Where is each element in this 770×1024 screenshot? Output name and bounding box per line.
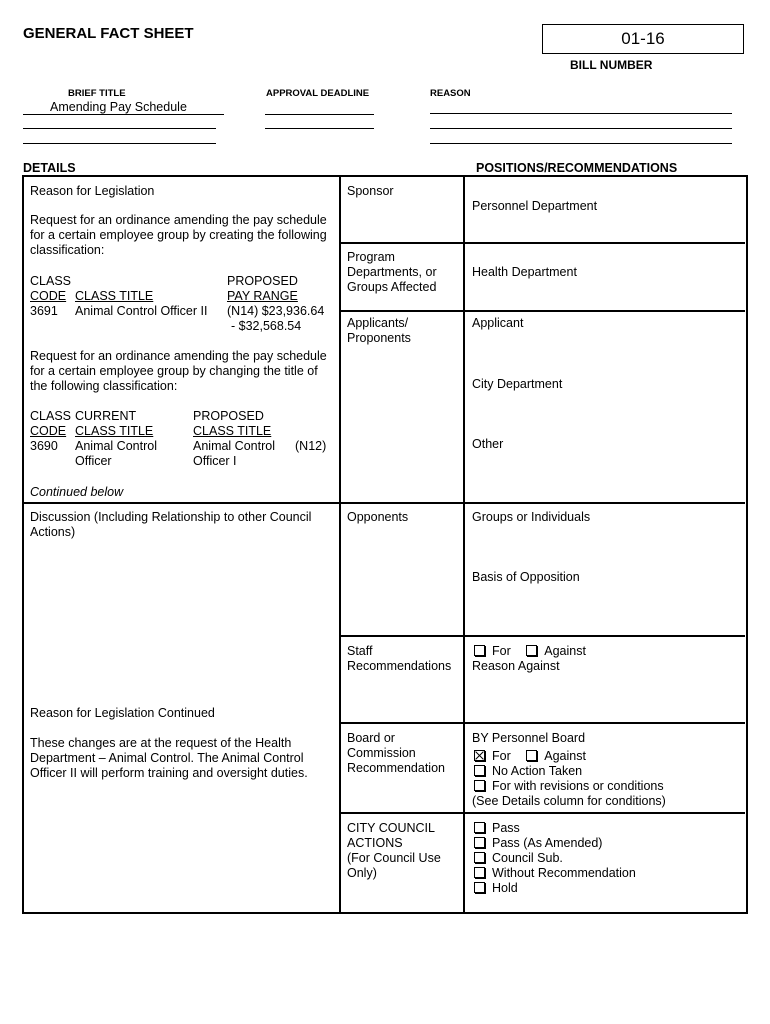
- basis-of-opposition-label: Basis of Opposition: [472, 570, 580, 584]
- reason-label: REASON: [430, 88, 471, 99]
- grade: (N12): [295, 439, 327, 453]
- board-no-action-label: No Action Taken: [492, 764, 583, 778]
- text-line: Proponents: [347, 331, 411, 345]
- council-options: [474, 821, 636, 896]
- text-line: Discussion (Including Relationship to other Council: [30, 510, 312, 524]
- board-by: BY Personnel Board: [472, 731, 586, 745]
- pay-range: (N14) $23,936.64: [227, 304, 325, 318]
- text-line: Officer II will perform training and oversight duties.: [30, 766, 308, 780]
- council-option-label: Hold: [492, 881, 518, 895]
- text-line: PAY RANGE: [227, 289, 298, 303]
- text-line: CLASS TITLE: [75, 424, 154, 438]
- brief-title-value[interactable]: Amending Pay Schedule: [50, 100, 187, 114]
- row-divider: [340, 722, 745, 724]
- proposed-title: Animal Control: [193, 439, 275, 453]
- brief-title-line: [23, 143, 216, 144]
- pay-range: - $32,568.54: [231, 319, 302, 333]
- board-revisions: [474, 779, 664, 794]
- current-title: Officer: [75, 454, 112, 468]
- request-paragraph-2: [30, 349, 327, 394]
- text-line: Groups Affected: [347, 280, 437, 294]
- board-see-details: (See Details column for conditions): [472, 794, 666, 808]
- text-line: CLASS: [30, 274, 71, 288]
- council-option-label: Council Sub.: [492, 851, 563, 865]
- groups-individuals-label: Groups or Individuals: [472, 510, 591, 524]
- bill-number-box: [542, 24, 744, 54]
- class-code: 3691: [30, 304, 58, 318]
- text-line: CODE: [30, 424, 67, 438]
- text-line: the following classification:: [30, 379, 178, 393]
- details-heading: DETAILS: [23, 161, 76, 175]
- opponents-label: Opponents: [347, 510, 409, 524]
- row-divider: [340, 242, 745, 244]
- text-line: CODE: [30, 289, 67, 303]
- proposed-title: Officer I: [193, 454, 237, 468]
- council-option: [474, 821, 636, 836]
- proposed-title-header: [193, 409, 275, 469]
- board-no-action: [474, 764, 582, 779]
- text-line: classification:: [30, 243, 105, 257]
- column-divider: [463, 176, 465, 912]
- applicant-label: Applicant: [472, 316, 524, 330]
- board-for-label: For: [492, 749, 511, 763]
- council-checkbox[interactable]: [474, 882, 485, 893]
- bill-number-label: BILL NUMBER: [570, 58, 653, 72]
- row-divider: [23, 502, 745, 504]
- text-line: These changes are at the request of the Health: [30, 736, 292, 750]
- text-line: Applicants/: [347, 316, 409, 330]
- text-line: Board or: [347, 731, 395, 745]
- approval-deadline-line: [265, 128, 374, 129]
- text-line: PROPOSED: [227, 274, 298, 288]
- board-revisions-checkbox[interactable]: [474, 780, 485, 791]
- reason-line: [430, 143, 732, 144]
- approval-deadline-line: [265, 114, 374, 115]
- text-line: Request for an ordinance amending the pay schedule: [30, 213, 327, 227]
- brief-title-line: [23, 114, 224, 115]
- text-line: Only): [347, 866, 377, 880]
- changes-paragraph: [30, 736, 308, 781]
- text-line: Department – Animal Control. The Animal Control: [30, 751, 304, 765]
- staff-against-label: Against: [544, 644, 586, 658]
- discussion-heading: [30, 510, 311, 540]
- council-checkbox[interactable]: [474, 852, 485, 863]
- board-label: [347, 731, 445, 776]
- council-option: [474, 851, 636, 866]
- bill-number: 01-16: [621, 29, 665, 48]
- row-divider: [340, 635, 745, 637]
- program-label: [347, 250, 437, 295]
- text-line: CLASS TITLE: [75, 289, 154, 303]
- text-line: Program: [347, 250, 395, 264]
- council-option-label: Pass: [492, 821, 520, 835]
- city-department-label: City Department: [472, 377, 563, 391]
- council-label: [347, 821, 441, 881]
- row-divider: [340, 812, 745, 814]
- text-line: Request for an ordinance amending the pay schedule: [30, 349, 327, 363]
- staff-against-checkbox[interactable]: [526, 645, 537, 656]
- text-line: for a certain employee group by changing the title of: [30, 364, 318, 378]
- program-value: Health Department: [472, 265, 577, 279]
- council-checkbox[interactable]: [474, 822, 485, 833]
- council-option: [474, 866, 636, 881]
- text-line: Departments, or: [347, 265, 437, 279]
- approval-deadline-label: APPROVAL DEADLINE: [266, 88, 370, 99]
- council-checkbox[interactable]: [474, 837, 485, 848]
- staff-for-label: For: [492, 644, 511, 658]
- text-line: for a certain employee group by creating the following: [30, 228, 327, 242]
- sponsor-label: Sponsor: [347, 184, 394, 198]
- column-divider: [339, 176, 341, 912]
- sponsor-value: Personnel Department: [472, 199, 598, 213]
- reason-heading: Reason for Legislation: [30, 184, 155, 198]
- text-line: Actions): [30, 525, 76, 539]
- staff-label: [347, 644, 451, 674]
- page-title: GENERAL FACT SHEET: [23, 25, 194, 42]
- class-code-header: [30, 274, 71, 319]
- staff-options: [474, 644, 586, 659]
- council-option: [474, 836, 636, 851]
- text-line: Commission: [347, 746, 416, 760]
- staff-reason-against: Reason Against: [472, 659, 560, 673]
- text-line: (For Council Use: [347, 851, 441, 865]
- class-code: 3690: [30, 439, 58, 453]
- class-title-header: [75, 289, 207, 319]
- text-line: CLASS TITLE: [193, 424, 272, 438]
- text-line: CLASS: [30, 409, 71, 423]
- board-against-checkbox[interactable]: [526, 750, 537, 761]
- class-title: Animal Control Officer II: [75, 304, 208, 318]
- positions-heading: POSITIONS/RECOMMENDATIONS: [476, 161, 678, 175]
- pay-range-header: [227, 274, 324, 334]
- reason-line: [430, 128, 732, 129]
- applicants-label: [347, 316, 411, 346]
- text-line: ACTIONS: [347, 836, 403, 850]
- class-code-header: [30, 409, 71, 454]
- current-title-header: [75, 409, 157, 469]
- reason-continued-heading: Reason for Legislation Continued: [30, 706, 215, 720]
- text-line: CURRENT: [75, 409, 137, 423]
- text-line: Recommendations: [347, 659, 452, 673]
- text-line: PROPOSED: [193, 409, 264, 423]
- council-option: [474, 881, 636, 896]
- brief-title-label: BRIEF TITLE: [68, 88, 126, 99]
- text-line: CITY COUNCIL: [347, 821, 435, 835]
- request-paragraph-1: [30, 213, 327, 258]
- council-option-label: Without Recommendation: [492, 866, 636, 880]
- board-for-against: [474, 749, 586, 764]
- staff-for-checkbox[interactable]: [474, 645, 485, 656]
- brief-title-line: [23, 128, 216, 129]
- council-option-label: Pass (As Amended): [492, 836, 603, 850]
- text-line: Recommendation: [347, 761, 445, 775]
- board-no-action-checkbox[interactable]: [474, 765, 485, 776]
- reason-line: [430, 113, 732, 114]
- row-divider: [340, 310, 745, 312]
- board-revisions-label: For with revisions or conditions: [492, 779, 664, 793]
- current-title: Animal Control: [75, 439, 157, 453]
- continued-note: Continued below: [30, 485, 124, 499]
- other-label: Other: [472, 437, 504, 451]
- council-checkbox[interactable]: [474, 867, 485, 878]
- text-line: Staff: [347, 644, 373, 658]
- board-for-checkbox-checked[interactable]: [474, 750, 485, 761]
- board-against-label: Against: [544, 749, 586, 763]
